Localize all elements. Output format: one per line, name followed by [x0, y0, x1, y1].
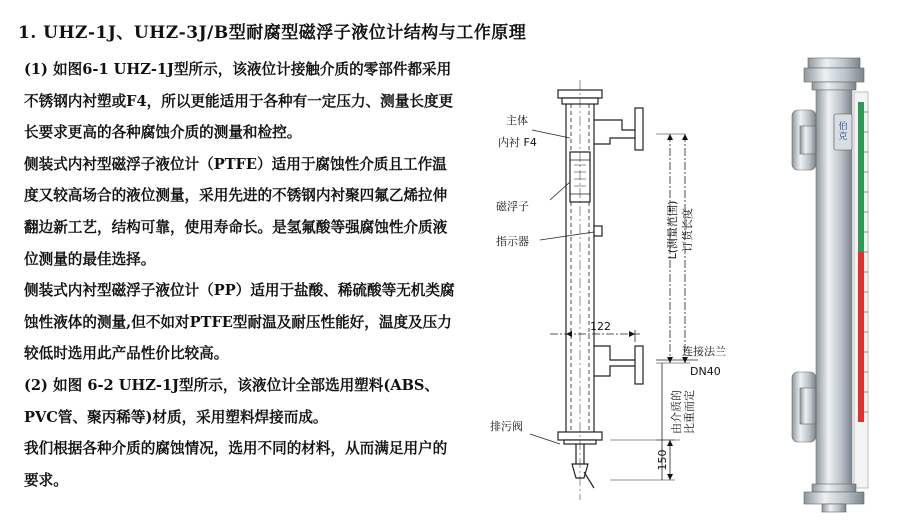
label-density-2: 比重而定	[683, 390, 696, 434]
page-title: 1. UHZ-1J、UHZ-3J/B型耐腐型磁浮子液位计结构与工作原理	[18, 23, 527, 43]
lower-branch	[594, 346, 635, 360]
product-photo	[778, 52, 910, 514]
structure-diagram	[470, 60, 770, 520]
label-dn: DN40	[690, 365, 721, 378]
label-body: 主体	[506, 114, 528, 127]
label-flange: 连接法兰	[682, 345, 726, 358]
dim-range: L(测量范围)	[666, 200, 679, 260]
label-density-1: 由介质的	[670, 390, 683, 434]
label-indicator: 指示器	[496, 235, 529, 248]
dim-150: 150	[656, 449, 669, 471]
scale-red	[858, 252, 864, 422]
lower-flange	[635, 346, 643, 384]
description-text	[24, 54, 456, 496]
paragraph-1: (1) 如图6-1 UHZ-1J型所示，该液位计接触介质的零部件都采用不锈钢内衬塑或F4，所以更能适用于各种有一定压力、测量长度更长要求更高的各种腐蚀介质的测量和检控。	[24, 61, 454, 142]
structure-drawing	[470, 60, 770, 520]
paragraph-3: 侧装式内衬型磁浮子液位计（PP）适用于盐酸、稀硫酸等无机类腐蚀性液体的测量,但不如对PTFE型耐温及耐压性能好，温度及压力较低时选用此产品性价比较高。	[24, 282, 455, 363]
dim-order: 订货长度	[681, 208, 694, 252]
paragraph-5: 我们根据各种介质的腐蚀情况，选用不同的材料，从而满足用户的要求。	[24, 440, 448, 489]
upper-flange	[635, 108, 643, 150]
indicator-symbol	[594, 226, 602, 236]
scale-green	[858, 102, 864, 252]
paragraph-2: 侧装式内衬型磁浮子液位计（PTFE）适用于腐蚀性介质且工作温度又较高场合的液位测量，采用先进的不锈钢内衬聚四氟乙烯拉伸翻边新工艺，结构可靠，使用寿命长。是氢氟酸等强腐蚀性介质液位测量的最佳选择。	[24, 155, 448, 268]
label-drain: 排污阀	[490, 420, 523, 433]
upper-branch	[594, 120, 635, 130]
label-lining: 内衬 F4	[498, 136, 537, 149]
paragraph-4: (2) 如图 6-2 UHZ-1J型所示，该液位计全部选用塑料(ABS、PVC管、聚丙稀等)材质，采用塑料焊接而成。	[24, 376, 440, 426]
logo-text: 伯克	[838, 122, 848, 142]
dim-122: 122	[590, 320, 611, 333]
label-float: 磁浮子	[496, 200, 529, 213]
